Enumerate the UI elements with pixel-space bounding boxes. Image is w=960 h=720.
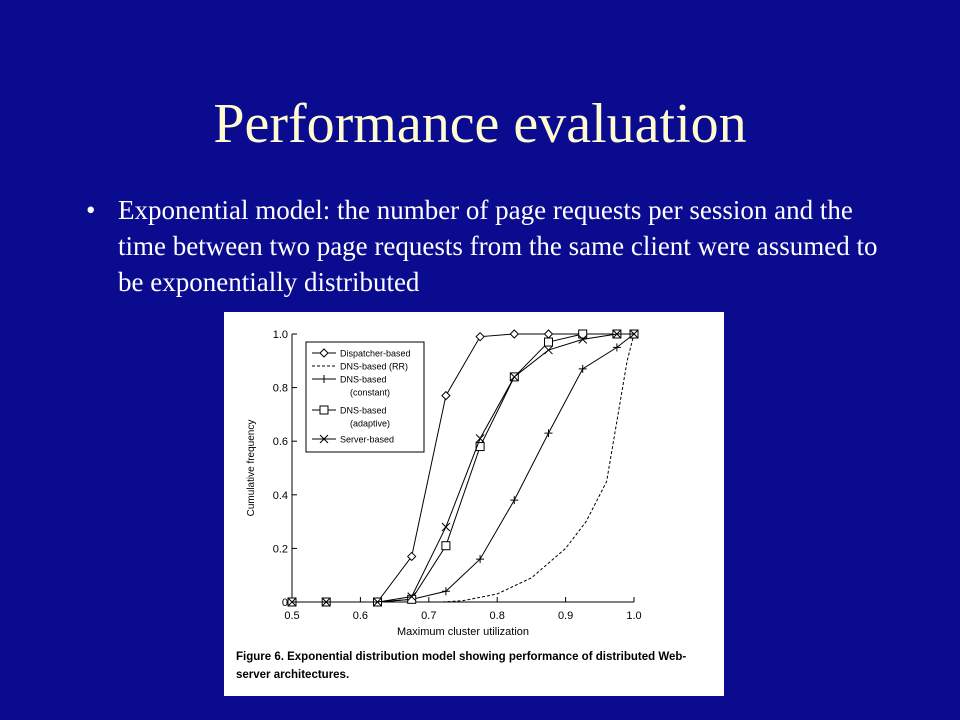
y-tick-label: 0 xyxy=(281,597,288,609)
series-point-4 xyxy=(442,523,450,531)
y-tick-label: 0.8 xyxy=(272,382,288,395)
series-point-4 xyxy=(545,346,553,354)
series-point-0 xyxy=(545,330,553,338)
y-tick-label: 0.2 xyxy=(272,543,288,556)
legend-label-4: Server-based xyxy=(340,434,395,445)
x-tick-label: 0.8 xyxy=(489,610,505,622)
x-tick-label: 0.9 xyxy=(557,610,574,622)
legend-label-1: DNS-based (RR) xyxy=(340,361,409,372)
series-point-3 xyxy=(545,338,553,346)
x-tick-label: 0.7 xyxy=(421,610,437,622)
y-tick-label: 0.4 xyxy=(272,489,288,502)
y-tick-label: 1.0 xyxy=(272,329,288,341)
x-tick-label: 0.6 xyxy=(352,610,369,622)
legend-label-2: DNS-based xyxy=(340,374,387,385)
legend-sublabel-3: (adaptive) xyxy=(350,418,391,429)
bullet-text: Exponential model: the number of page requests per session and the time between two page requests from the same client were assumed to be exponentially distributed xyxy=(118,195,878,297)
series-point-0 xyxy=(408,552,416,560)
legend-sublabel-2: (constant) xyxy=(350,387,391,398)
series-line-1 xyxy=(442,334,634,602)
series-point-0 xyxy=(476,333,484,341)
series-point-2 xyxy=(579,365,587,373)
cdf-chart xyxy=(224,312,724,642)
x-axis-label: Maximum cluster utilization xyxy=(396,626,530,638)
bullet-marker: • xyxy=(86,195,96,225)
series-point-0 xyxy=(510,330,518,338)
x-tick-label: 0.5 xyxy=(284,610,300,622)
legend-label-0: Dispatcher-based xyxy=(340,348,411,359)
series-point-2 xyxy=(545,429,553,437)
series-point-3 xyxy=(442,542,450,550)
legend-label-3: DNS-based xyxy=(340,405,387,416)
figure-panel xyxy=(224,312,724,696)
series-point-4 xyxy=(476,435,484,443)
figure-caption: Figure 6. Exponential distribution model showing performance of distributed Web-server architectures. xyxy=(236,651,687,681)
series-point-2 xyxy=(510,496,518,504)
x-tick-label: 1.0 xyxy=(626,610,642,622)
slide-title: Performance evaluation xyxy=(213,93,747,155)
y-axis-label: Cumulative frequency xyxy=(246,419,257,517)
y-tick-label: 0.6 xyxy=(272,436,288,449)
legend-marker-3 xyxy=(320,406,328,414)
series-point-0 xyxy=(442,392,450,400)
